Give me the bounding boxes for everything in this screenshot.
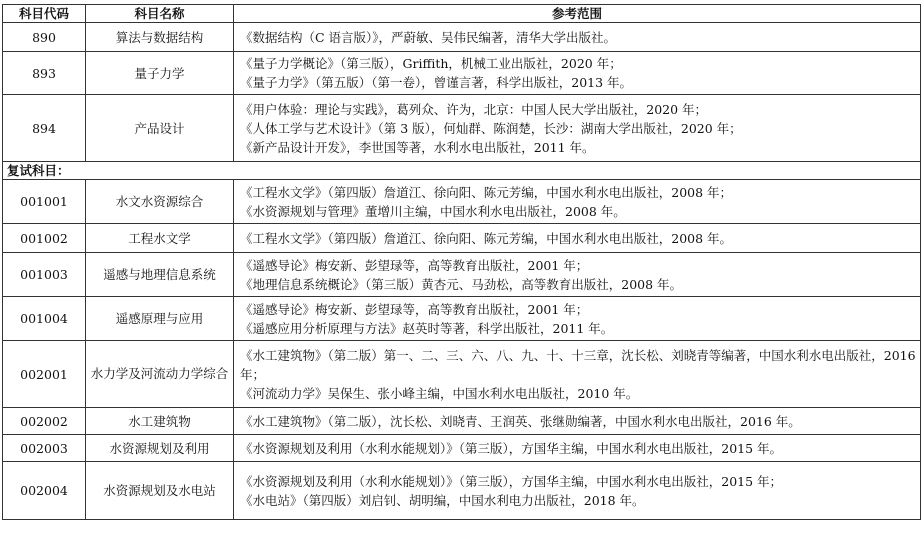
section-label: 复试科目： <box>3 162 921 180</box>
reference-line: 《人体工学与艺术设计》（第 3 版），何灿群、陈润楚，长沙：湖南大学出版社，2020 年； <box>240 120 742 136</box>
subject-code: 890 <box>3 23 86 52</box>
subject-code: 001001 <box>3 180 86 224</box>
subject-code: 894 <box>3 95 86 162</box>
reference-line: 《河流动力学》吴保生、张小峰主编，中国水利水电出版社，2010 年。 <box>240 385 639 401</box>
subject-code: 002001 <box>3 341 86 408</box>
subject-table-container <box>2 4 921 520</box>
table-row <box>3 435 921 462</box>
reference-line: 《新产品设计开发》，李世国等著，水利水电出版社，2011 年。 <box>240 139 595 155</box>
reference-line: 《水资源规划与管理》董增川主编，中国水利水电出版社，2008 年。 <box>240 203 626 219</box>
header-ref: 参考范围 <box>234 5 921 23</box>
reference-line: 《量子力学》（第五版）（第一卷），曾谨言著，科学出版社，2013 年。 <box>240 75 633 90</box>
reference-cell <box>234 297 921 341</box>
table-row <box>3 341 921 408</box>
table-row <box>3 408 921 435</box>
subject-name: 算法与数据结构 <box>86 23 234 52</box>
reference-line: 《用户体验：理论与实践》，葛列众、许为，北京：中国人民大学出版社，2020 年； <box>240 101 708 117</box>
subject-code: 893 <box>3 52 86 95</box>
reference-cell <box>234 253 921 297</box>
subject-code: 002003 <box>3 435 86 462</box>
subject-code: 002002 <box>3 408 86 435</box>
reference-line: 《水工建筑物》（第二版）第一、二、三、六、八、九、十、十三章，沈长松、刘晓青等编著，中国水利水电出版社，2016 年； <box>240 347 916 382</box>
reference-line: 《水资源规划及利用（水利水能规划）》（第三版），方国华主编，中国水利水电出版社，2015 年。 <box>240 440 783 456</box>
reference-cell <box>234 52 921 95</box>
header-code: 科目代码 <box>3 5 86 23</box>
table-row <box>3 297 921 341</box>
subject-name: 水资源规划及水电站 <box>86 462 234 520</box>
subject-reference-table <box>2 4 921 520</box>
header-name: 科目名称 <box>86 5 234 23</box>
subject-code: 002004 <box>3 462 86 520</box>
table-row <box>3 253 921 297</box>
subject-code: 001003 <box>3 253 86 297</box>
subject-name: 遥感与地理信息系统 <box>86 253 234 297</box>
reference-cell <box>234 224 921 253</box>
reference-line: 《量子力学概论》（第三版），Griffith，机械工业出版社，2020 年； <box>240 56 622 71</box>
table-row <box>3 95 921 162</box>
subject-code: 001004 <box>3 297 86 341</box>
reference-line: 《遥感导论》梅安新、彭望琭等，高等教育出版社，2001 年； <box>240 301 589 317</box>
reference-line: 《水资源规划及利用（水利水能规划）》（第三版），方国华主编，中国水利水电出版社，2015 年； <box>240 473 783 489</box>
subject-name: 水资源规划及利用 <box>86 435 234 462</box>
subject-name: 水工建筑物 <box>86 408 234 435</box>
table-row <box>3 224 921 253</box>
header-row <box>3 5 921 23</box>
reference-cell <box>234 435 921 462</box>
reference-line: 《工程水文学》（第四版）詹道江、徐向阳、陈元芳编，中国水利水电出版社，2008 年； <box>240 184 733 200</box>
reference-cell <box>234 408 921 435</box>
reference-line: 《遥感应用分析原理与方法》赵英时等著，科学出版社，2011 年。 <box>240 320 614 336</box>
table-row <box>3 52 921 95</box>
reference-cell <box>234 462 921 520</box>
section-row <box>3 162 921 180</box>
subject-name: 遥感原理与应用 <box>86 297 234 341</box>
reference-line: 《水电站》（第四版）刘启钊、胡明编，中国水利电力出版社，2018 年。 <box>240 492 645 508</box>
subject-name: 产品设计 <box>86 95 234 162</box>
reference-line: 《水工建筑物》（第二版），沈长松、刘晓青、王润英、张继勋编著，中国水利水电出版社，2016 年。 <box>240 413 801 429</box>
subject-name: 工程水文学 <box>86 224 234 253</box>
table-row <box>3 180 921 224</box>
reference-line: 《地理信息系统概论》（第三版）黄杏元、马劲松，高等教育出版社，2008 年。 <box>240 276 683 292</box>
reference-cell <box>234 95 921 162</box>
subject-name: 水力学及河流动力学综合 <box>86 341 234 408</box>
table-row <box>3 23 921 52</box>
subject-name: 水文水资源综合 <box>86 180 234 224</box>
reference-cell <box>234 23 921 52</box>
reference-line: 《工程水文学》（第四版）詹道江、徐向阳、陈元芳编，中国水利水电出版社，2008 年。 <box>240 230 733 246</box>
subject-code: 001002 <box>3 224 86 253</box>
reference-line: 《遥感导论》梅安新、彭望琭等，高等教育出版社，2001 年； <box>240 257 589 273</box>
reference-line: 《数据结构（C 语言版）》，严蔚敏、吴伟民编著，清华大学出版社。 <box>240 29 617 45</box>
subject-name: 量子力学 <box>86 52 234 95</box>
table-row <box>3 462 921 520</box>
table-body <box>3 5 921 520</box>
reference-cell <box>234 180 921 224</box>
reference-cell <box>234 341 921 408</box>
